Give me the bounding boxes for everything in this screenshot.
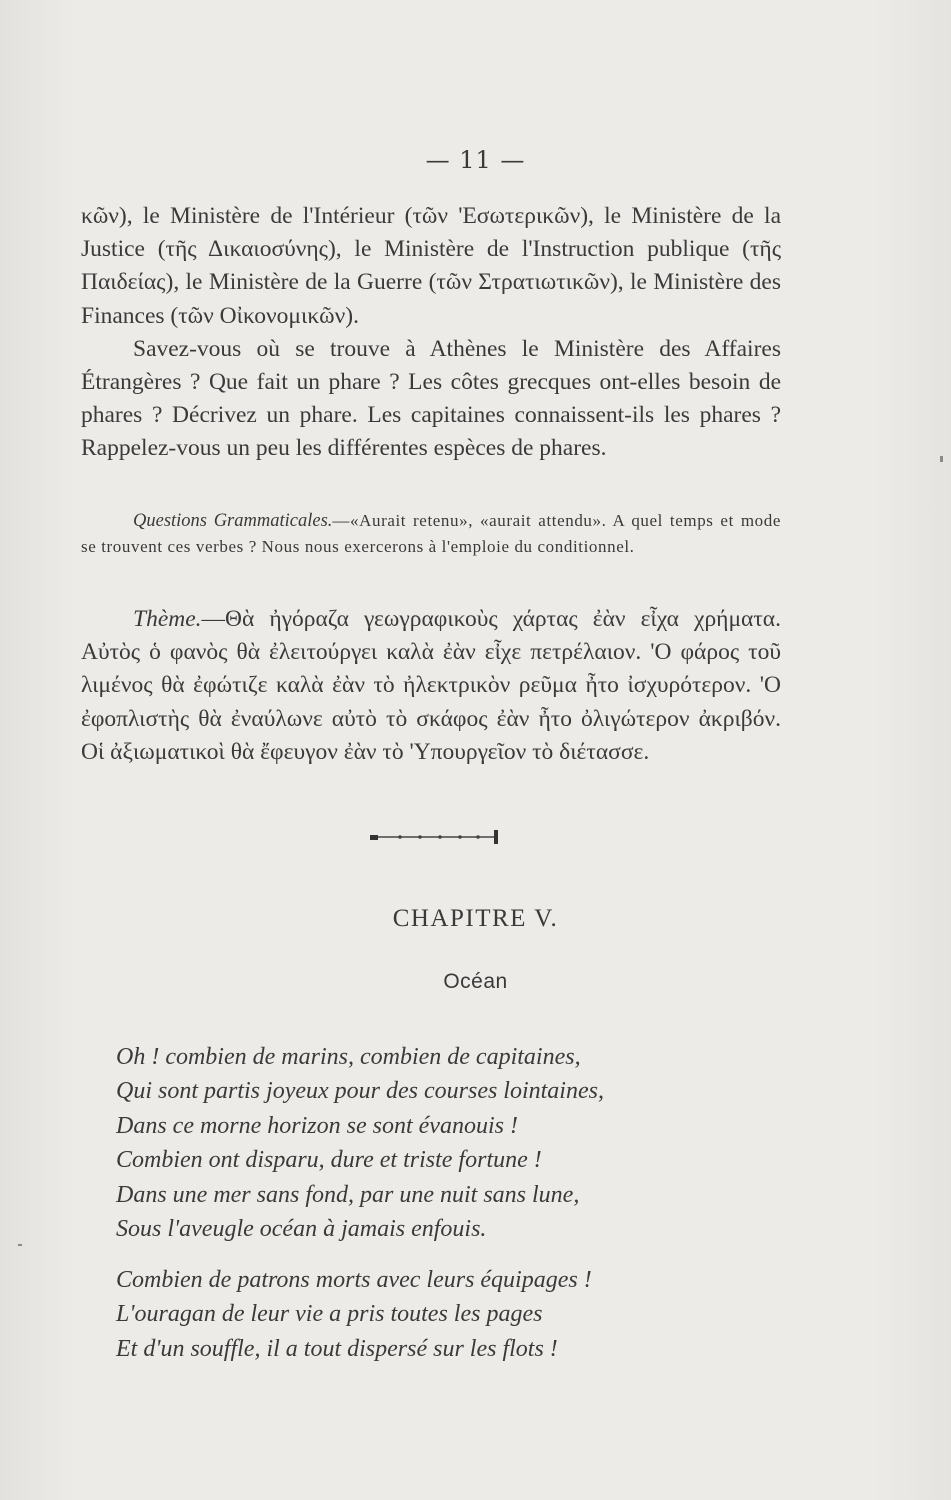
page-number: — 11 — [425, 146, 526, 174]
poem-stanza-1 [116, 1040, 756, 1246]
body-text [81, 200, 781, 466]
poem-line: Qui sont partis joyeux pour des courses lointaines, [116, 1078, 604, 1105]
poem-line: Combien ont disparu, dure et triste fortune ! [116, 1147, 542, 1174]
poem-line: Sous l'aveugle océan à jamais enfouis. [116, 1216, 487, 1243]
poem-line: Et d'un souffle, il a tout dispersé sur les flots ! [116, 1335, 558, 1362]
poem-line: Combien de patrons morts avec leurs équipages ! [116, 1267, 592, 1293]
paper-speck [18, 1244, 22, 1246]
ornament-divider [370, 826, 510, 846]
paragraph-questions: Savez-vous où se trouve à Athènes le Ministère des Affaires Étrangères ? Que fait un phare ? Les côtes grecques ont-elles besoin de phares ? Décrivez un phare. Les capitaines connaissent-ils les phares ? Rappelez-vous un peu les différentes espèces de phares. [81, 335, 781, 462]
theme-exercise [81, 603, 781, 769]
paper-speck [940, 456, 943, 462]
grammar-questions-text: —«Aurait retenu», «aurait attendu». A quel temps et mode se trouvent ces verbes ? Nous nous exercerons à l'emploie du conditionnel. [81, 511, 781, 556]
section-title: Océan [443, 970, 508, 993]
grammar-questions [81, 508, 781, 560]
poem-stanza-2 [116, 1263, 756, 1366]
poem-line: Dans une mer sans fond, par une nuit sans lune, [116, 1181, 580, 1208]
poem-line: L'ouragan de leur vie a pris toutes les pages [116, 1301, 543, 1328]
paragraph-ministries: κῶν), le Ministère de l'Intérieur (τῶν 'Εσωτερικῶν), le Ministère de la Justice (τῆς Δικαιοσύνης), le Ministère de l'Instruction publique (τῆς Παιδείας), le Ministère de la Guerre (τῶν Στρατιωτικῶν), le Ministère des Finances (τῶν Οἰκονομικῶν). [81, 203, 781, 329]
chapter-title: CHAPITRE V. [392, 905, 559, 932]
poem-line: Dans ce morne horizon se sont évanouis ! [116, 1112, 518, 1139]
grammar-questions-label: Questions Grammaticales. [133, 511, 333, 531]
poem-line: Oh ! combien de marins, combien de capitaines, [116, 1044, 581, 1070]
theme-text: —Θὰ ἠγόραζα γεωγραφικοὺς χάρτας ἐὰν εἶχα χρήματα. Αὐτὸς ὁ φανὸς θὰ ἐλειτούργει καλὰ ἐὰν εἶχε πετρέλαιον. 'Ο φάρος τοῦ λιμένος θὰ ἐφώτιζε καλὰ ἐὰν τὸ ἠλεκτρικὸν ρεῦμα ἦτο ἰσχυρότερον. 'Ο ἐφοπλιστὴς θὰ ἐναύλωνε αὐτὸ τὸ σκάφος ἐὰν ἦτο ὀλιγώτερον ἀκριβόν. Οἱ ἀξιωματικοὶ θὰ ἔφευγον ἐὰν τὸ 'Υπουργεῖον τὸ διέτασσε. [81, 606, 781, 765]
theme-label: Thème. [133, 606, 202, 632]
